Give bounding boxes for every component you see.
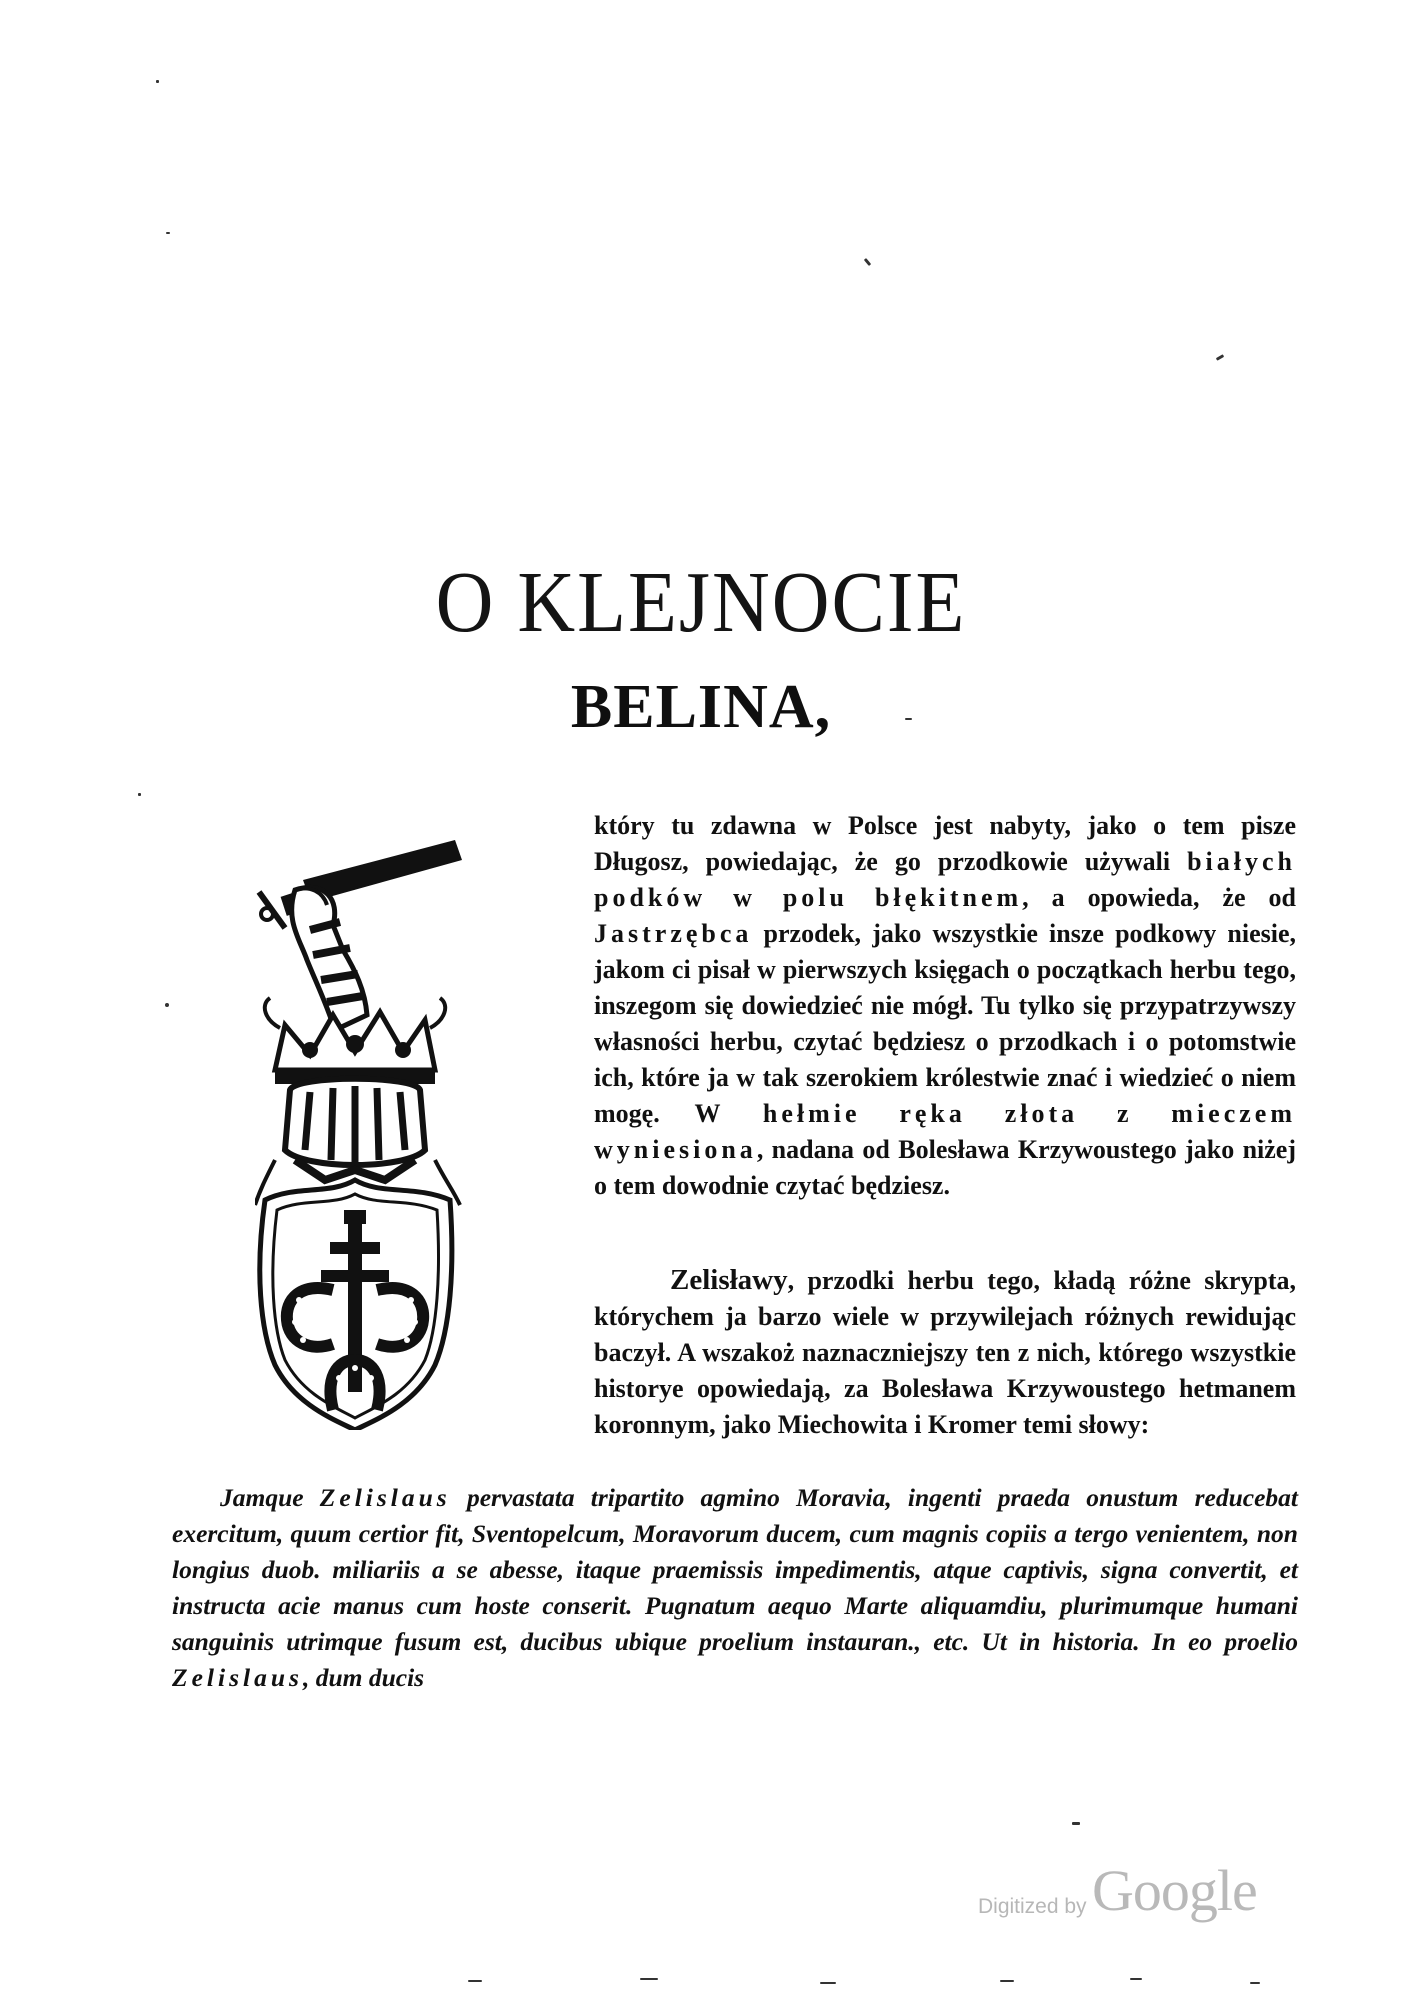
google-logo: Google <box>1092 1858 1257 1923</box>
scan-speck <box>138 793 141 796</box>
page-title: O KLEJNOCIE <box>435 555 967 651</box>
scan-speck <box>820 1982 836 1984</box>
scan-speck <box>864 258 871 266</box>
spaced-text-run: białych podków w polu błękitnem <box>594 847 1296 912</box>
scan-speck <box>1000 1980 1014 1982</box>
armored-arm-icon <box>292 887 367 1030</box>
scan-speck <box>468 1980 482 1982</box>
text-run: pervastata tripartito agmino Moravia, ingenti praeda onustum reducebat exercitum, quum certior fit, Sventopelcum, Moravorum ducem, cum magnis copiis a tergo venientem, non longius duob. miliariis a se abesse, itaque praemissis impedimentis, atque captivis, signa convertit, et instructa acie manus cum hoste conserit. Pugnatum aequo Marte aliquamdiu, plurimumque humani sanguinis utrimque fusum est, ducibus ubique proelium instauran., etc. Ut in historia. In eo proelio <box>172 1483 1298 1656</box>
spaced-text-run: Zelislaus <box>172 1663 303 1692</box>
text-run: , przodki herbu tego, kładą różne skrypta, którychem ja barzo wiele w przywilejach różnych rewidując baczył. A wszakoż naznaczniejszy ten z nich, którego wszystkie historye opowiedają, za Bolesława Krzywoustego hetmanem koronnym, jako Miechowita i Kromer temi słowy: <box>594 1266 1296 1439</box>
text-run: , dum ducis <box>302 1663 425 1692</box>
digitized-by-label: Digitized by <box>978 1895 1087 1918</box>
paragraph-description <box>594 808 1296 1204</box>
text-run: Jamque <box>220 1483 320 1512</box>
text-run: , a opowieda, że od <box>1022 883 1296 912</box>
text-run: przodek, jako wszystkie insze podkowy niesie, jakom ci pisał w pierwszych księgach o początkach herbu tego, inszegom się dowiedzieć nie mógł. Tu tylko się przypatrzywszy własności herbu, czytać będziesz o przodkach i o potomstwie ich, które ja w tak szerokiem królestwie znać i wiedzieć o niem mogę. <box>594 919 1296 1128</box>
scan-speck <box>1216 354 1224 361</box>
scan-speck <box>1250 1982 1260 1984</box>
page-subtitle: BELINA, <box>570 673 832 741</box>
paragraph-zelislawy <box>594 1262 1296 1443</box>
spaced-text-run: W hełmie ręka złota z mieczem wyniesiona <box>594 1099 1296 1164</box>
latin-quotation <box>172 1480 1298 1696</box>
text-run: który tu zdawna w Polsce jest nabyty, jako o tem pisze Długosz, powiedając, że go przodkowie używali <box>594 811 1296 876</box>
scan-speck <box>156 80 159 83</box>
coat-of-arms-belina-icon <box>255 830 555 1430</box>
spaced-text-run: Zelislaus <box>319 1483 451 1512</box>
scan-speck <box>1072 1822 1080 1825</box>
scan-speck <box>905 718 912 720</box>
headword: Zelisławy <box>670 1264 788 1296</box>
scan-speck <box>640 1978 658 1980</box>
scan-speck <box>165 1003 169 1007</box>
spaced-text-run: Jastrzębca <box>594 919 753 948</box>
text-run: , nadana od Bolesława Krzywoustego jako niżej o tem dowodnie czytać będziesz. <box>594 1135 1296 1200</box>
scan-speck <box>166 232 170 234</box>
shield-icon <box>260 1180 452 1430</box>
scan-speck <box>1130 1978 1142 1980</box>
